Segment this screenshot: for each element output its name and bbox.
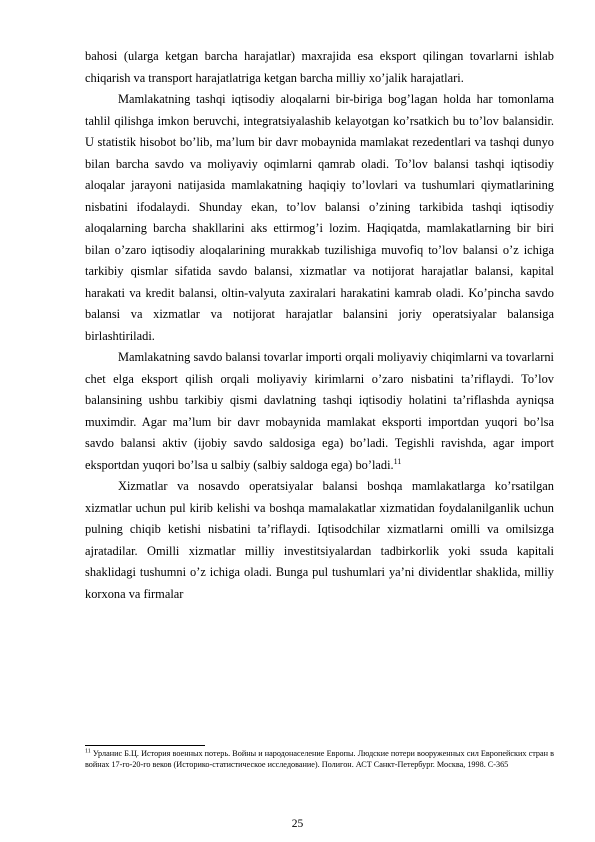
footnote-divider [85, 745, 205, 746]
paragraph-payment-balance: Mamlakatning tashqi iqtisodiy aloqalarni bir-biriga bog’lagan holda har tomonlama tahlil qilishga imkon beruvchi, integratsiyalashib kelayotgan ko’rsatkich bu to’lov balansidir. U statistik hisobot bo’lib, ma’lum bir davr mobaynida mamlakat rezedentlari va tashqi dunyo bilan barcha savdo va moliyaviy oqimlarni qamrab oladi. To’lov balansi tashqi iqtisodiy aloqalar jarayoni natijasida mamlakatning haqiqiy to’lovlari va tushumlari qiymatlarining nisbatini ifodalaydi. Shunday ekan, to’lov balansi o’zining tarkibida tashqi iqtisodiy aloqalarning barcha shakllarini aks ettirmog’i lozim. Haqiqatda, mamlakatlarning bir biri bilan o’zaro iqtisodiy aloqalarining murakkab tuzilishiga muvofiq to’lov balansi o’z ichiga tarkibiy qismlar sifatida savdo balansi, xizmatlar va notijorat harajatlar balansi, kapital harakati va kredit balansi, oltin-valyuta zaxiralari harakatini kamrab oladi. Ko’pincha savdo balansi va xizmatlar va notijorat harajatlar balansini joriy operatsiyalar balansiga birlashtiriladi. [85, 92, 554, 343]
paragraph-continuation: bahosi (ularga ketgan barcha harajatlar) maxrajida esa eksport qilingan tovarlarni ishlab chiqarish va transport harajatlatriga ketgan barcha milliy xo’jalik harajatlari. [85, 49, 554, 85]
page-number: 25 [291, 818, 304, 830]
body-text [85, 46, 554, 605]
footnote [85, 748, 554, 770]
footnote-number: 11 [85, 748, 91, 755]
paragraph-trade-balance [85, 347, 554, 476]
footnote-text: Урланис Б.Ц. История военных потерь. Войны и народонаселение Европы. Людские потери вооруженных сил Европейских стран в войнах 17-го-20-го веков (Историко-статистическое исследование). Полигон. АСТ Санкт-Петербург. Москва, 1998. С-365 [85, 749, 555, 770]
footnote-reference[interactable]: 11 [393, 456, 402, 466]
paragraph-services-balance: Xizmatlar va nosavdo operatsiyalar balansi boshqa mamlakatlarga ko’rsatilgan xizmatlar uchun pul kirib kelishi va boshqa mamalakatlar xizmatidan foydalanilganlik uchun pulning chiqib ketishi nisbatini ta’riflaydi. Iqtisodchilar xizmatlarni omilli va omilsizga ajratadilar. Omilli xizmatlar milliy investitsiyalardan tadbirkorlik yoki ssuda kapitali shaklidagi tushumni o’z ichiga oladi. Bunga pul tushumlari ya’ni dividentlar shaklida, milliy korxona va firmalar [85, 479, 554, 601]
paragraph-trade-balance-text: Mamlakatning savdo balansi tovarlar importi orqali moliyaviy chiqimlarni va tovarlarni chet elga eksport qilish orqali moliyaviy kirimlarni o’zaro nisbatini ta’riflaydi. To’lov balansining ushbu tarkibiy qismi davlatning tashqi iqtisodiy holatini ta’riflashda ayniqsa muximdir. Agar ma’lum bir davr mobaynida mamlakat eksporti importdan yuqori bo’lsa savdo balansi aktiv (ijobiy savdo saldosiga ega) bo’ladi. Tegishli ravishda, agar import eksportdan yuqori bo’lsa u salbiy (salbiy saldoga ega) bo’ladi. [85, 350, 554, 472]
